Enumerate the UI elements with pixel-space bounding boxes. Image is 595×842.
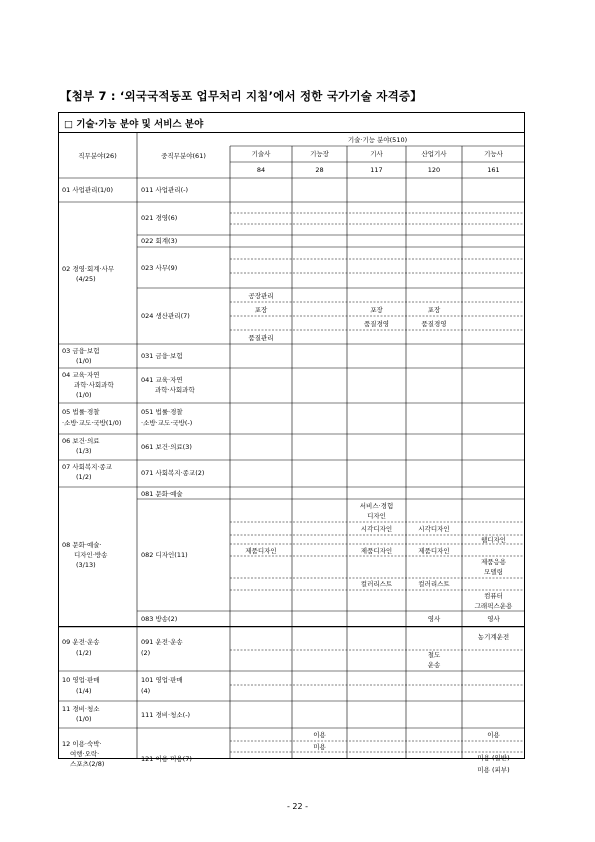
job-field-09: 09 운전·운송: [62, 638, 100, 646]
cert-quality-mgmt-1: 품질경영: [363, 320, 390, 328]
job-field-03: 03 금융·보험: [62, 347, 100, 355]
cert-projection-1: 영사: [427, 615, 441, 623]
count-col-3: 117: [370, 166, 383, 174]
sub-field-051-b: ·소방·교도·국방(-): [141, 419, 193, 427]
count-col-4: 120: [427, 166, 441, 174]
job-field-11-count: (1/0): [76, 715, 92, 723]
job-field-12: 12 이용·숙박·: [62, 740, 102, 748]
sub-field-091: 091 운전·운송: [141, 638, 183, 646]
sub-field-031: 031 금융·보험: [141, 352, 183, 360]
job-field-08-count: (3/13): [76, 561, 96, 569]
sub-field-022: 022 회계(3): [141, 237, 178, 245]
job-field-09-count: (1/2): [76, 649, 92, 657]
sub-field-041: 041 교육·자연: [141, 376, 183, 384]
header-tech-skill: 기술·기능 분야(510): [347, 136, 408, 144]
cert-product-design-3: 제품디자인: [418, 547, 450, 555]
job-field-04: 04 교육·자연: [62, 371, 100, 379]
cert-colorist-2: 컬러리스트: [418, 580, 450, 588]
cert-product-modeling-b: 모델링: [484, 568, 503, 576]
header-col-3: 기사: [370, 150, 383, 158]
job-field-12-b: 여행·오락·: [70, 750, 100, 758]
header-col-4: 산업기사: [421, 150, 447, 158]
header-job-field: 직무분야(26): [78, 152, 117, 160]
job-field-04-count: (1/0): [76, 391, 92, 399]
sub-field-101: 101 영업·판매: [141, 676, 183, 684]
sub-field-061: 061 보건·의료(3): [141, 443, 192, 451]
cert-beauty-general: 미용 (일반): [477, 754, 510, 762]
page-number: - 22 -: [286, 802, 309, 811]
sub-field-051: 051 법률·경찰: [141, 408, 183, 416]
cert-colorist-1: 컬러리스트: [360, 580, 393, 588]
job-field-07: 07 사회복지·종교: [62, 463, 113, 471]
sub-field-023: 023 사무(9): [141, 264, 178, 272]
cert-packaging-1: 포장: [254, 306, 268, 314]
cert-farm-machinery: 농기계운전: [477, 633, 510, 641]
count-col-5: 161: [487, 166, 500, 174]
header-col-5: 기능사: [484, 150, 503, 158]
cert-visual-design-1: 시각디자인: [360, 525, 393, 533]
count-col-1: 84: [256, 166, 266, 174]
header-sub-field: 중직무분야(61): [161, 152, 206, 160]
job-field-06-count: (1/3): [76, 447, 92, 455]
job-field-11: 11 경비·청소: [62, 705, 100, 713]
cert-factory-mgmt: 공장관리: [248, 292, 274, 300]
sub-field-041-b: 과학·사회과학: [155, 386, 195, 394]
cert-projection-2: 영사: [487, 615, 500, 623]
cert-quality-control: 품질관리: [248, 334, 274, 342]
job-field-05-b: ·소방·교도·국방(1/0): [62, 419, 122, 427]
attachment-title: 【첨부 7 : ‘외국국적동포 업무처리 지침’에서 정한 국가기술 자격증】: [60, 89, 422, 103]
cert-barber-1: 이용: [313, 731, 326, 739]
cert-product-modeling: 제품응용: [480, 558, 507, 566]
sub-field-083: 083 방송(2): [141, 615, 178, 623]
cert-service-exp-design-b: 디자인: [367, 512, 386, 520]
job-field-10: 10 영업·판매: [62, 676, 100, 684]
cert-beauty-skin: 미용 (피부): [477, 766, 510, 774]
cert-railway-b: 운송: [427, 661, 441, 669]
sub-field-121: 121 이용·미용(7): [141, 755, 192, 763]
cert-product-design-1: 제품디자인: [245, 547, 277, 555]
cert-packaging-3: 포장: [427, 306, 441, 314]
job-field-05: 05 법률·경찰: [62, 408, 100, 416]
job-field-12-count: 스포츠(2/8): [70, 760, 105, 768]
job-field-08: 08 문화·예술·: [62, 541, 102, 549]
cert-packaging-2: 포장: [370, 306, 383, 314]
header-col-2: 기능장: [310, 150, 329, 158]
sub-field-091-b: (2): [141, 649, 151, 657]
cert-barber-2: 이용: [487, 731, 500, 739]
header-col-1: 기술사: [251, 150, 271, 158]
section-title: □ 기술·기능 분야 및 서비스 분야: [64, 119, 204, 130]
sub-field-024: 024 생산관리(7): [141, 312, 190, 320]
cert-product-design-2: 제품디자인: [360, 547, 393, 555]
sub-field-082: 082 디자인(11): [141, 551, 188, 559]
cert-visual-design-2: 시각디자인: [418, 525, 450, 533]
job-field-04-b: 과학·사회과학: [74, 381, 114, 389]
job-field-10-count: (1/4): [76, 687, 92, 695]
sub-field-021: 021 경영(6): [141, 214, 178, 222]
job-field-06: 06 보건·의료: [62, 437, 100, 445]
cert-beauty: 미용: [313, 743, 326, 751]
cert-computer-graphics-b: 그래픽스운용: [474, 602, 513, 610]
cert-web-design: 웹디자인: [480, 536, 507, 544]
job-field-03-count: (1/0): [76, 357, 92, 365]
job-field-07-count: (1/2): [76, 473, 92, 481]
sub-field-011: 011 사업관리(-): [141, 186, 189, 194]
job-field-01: 01 사업관리(1/0): [62, 186, 113, 194]
count-col-2: 28: [315, 166, 324, 174]
job-field-02-count: (4/25): [76, 275, 96, 283]
cert-service-exp-design: 서비스·경험: [359, 502, 394, 510]
sub-field-111: 111 경비·청소(-): [141, 711, 191, 719]
job-field-02: 02 경영·회계·사무: [62, 265, 115, 273]
sub-field-101-b: (4): [141, 687, 151, 695]
cert-quality-mgmt-2: 품질경영: [421, 320, 447, 328]
sub-field-081: 081 문화·예술: [141, 490, 183, 498]
cert-computer-graphics: 컴퓨터: [484, 592, 503, 600]
sub-field-071: 071 사회복지·종교(2): [141, 469, 205, 477]
cert-railway: 철도: [427, 651, 441, 659]
job-field-08-b: 디자인·방송: [74, 551, 108, 559]
